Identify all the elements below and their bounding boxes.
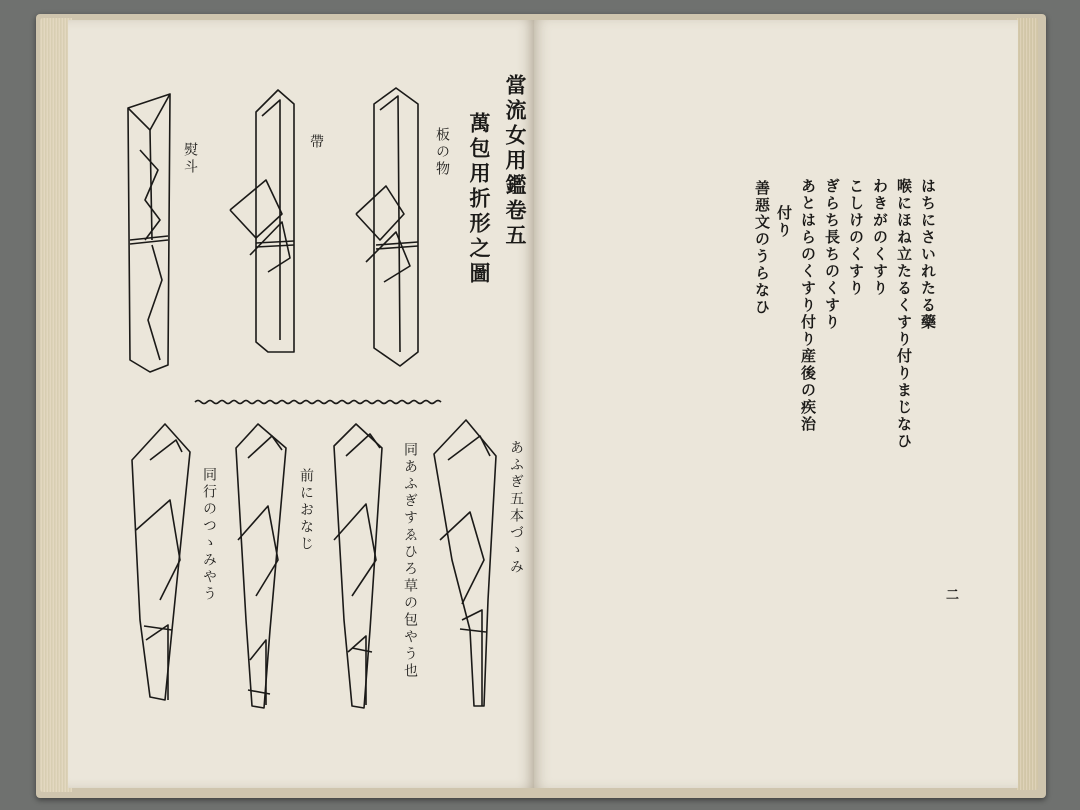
wavy-divider <box>195 401 441 404</box>
fan-wrap-diagram-2 <box>236 424 286 708</box>
fan-wrap-diagram-1 <box>132 424 190 700</box>
contents-line-2: 喉にほね立たるくすり付りまじなひ <box>895 178 913 450</box>
ita-fold-diagram <box>356 88 418 366</box>
label-obi: 帶 <box>308 134 324 151</box>
contents-line-6: あとはらのくすり付り産後の疾治 <box>799 178 817 433</box>
contents-line-3: わきがのくすり <box>871 178 889 297</box>
contents-line-1: はちにさいれたる藥 <box>919 178 937 331</box>
book-title: 當流女用鑑卷五 <box>503 74 528 249</box>
obi-fold-diagram <box>230 90 294 352</box>
contents-line-4: こしけのくすり <box>847 178 865 297</box>
label-noshi: 熨斗 <box>182 142 198 176</box>
contents-line-7: 付り <box>775 205 793 239</box>
fan-wrap-diagram-3 <box>334 424 382 708</box>
label-dougyou: 同行のつゝみやう <box>201 467 217 603</box>
contents-line-5: ぎらち長ちのくすり <box>823 178 841 331</box>
noshi-fold-diagram <box>128 94 170 372</box>
label-suehiro: 同あふぎすゑひろ草の包やう也 <box>402 442 418 680</box>
page-number: 二 <box>946 588 960 603</box>
label-ogi-gohon: あふぎ五本づゝみ <box>508 440 524 576</box>
label-mae-ni-onaji: 前におなじ <box>298 468 314 553</box>
contents-line-8: 善惡文のうらなひ <box>753 180 771 316</box>
label-ita-no-mono: 板の物 <box>434 127 450 178</box>
diagram-title: 萬包用折形之圖 <box>467 112 492 287</box>
fan-wrap-diagram-4 <box>434 420 496 706</box>
